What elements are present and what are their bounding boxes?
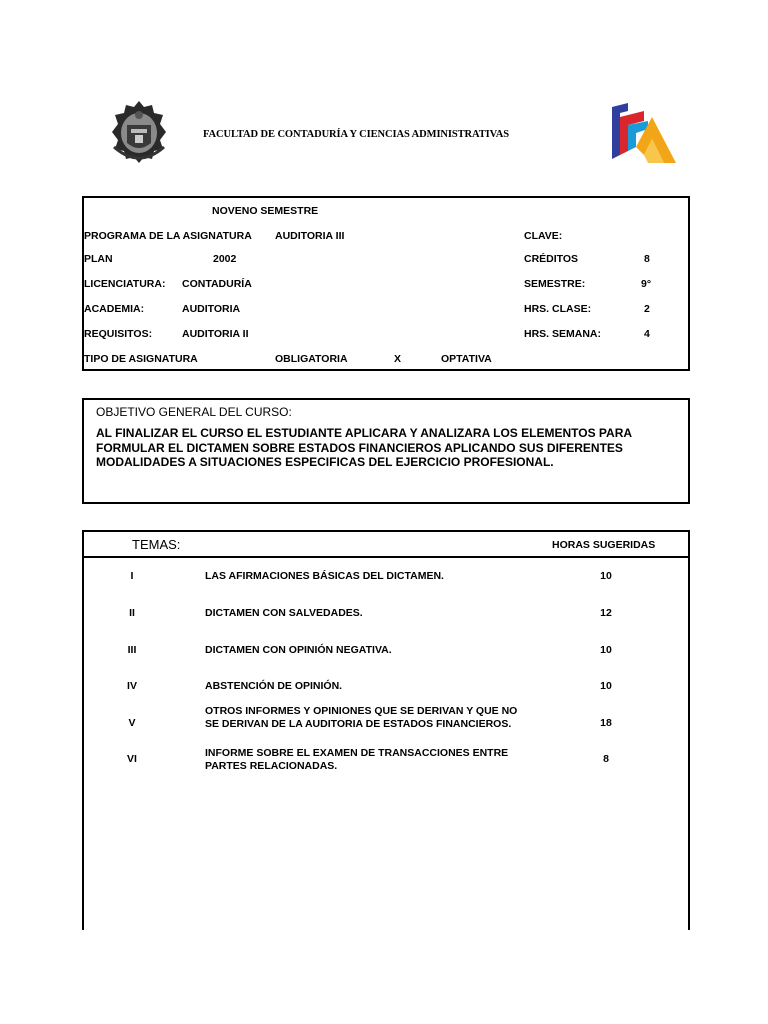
- topics-box: [82, 530, 690, 930]
- plan-label: PLAN: [84, 253, 113, 265]
- topics-title: TEMAS:: [132, 537, 181, 552]
- topic-hours: 8: [603, 753, 609, 765]
- objective-box: [82, 398, 690, 504]
- obligatoria-mark: X: [394, 353, 402, 365]
- topic-hours: 10: [600, 680, 612, 692]
- topic-number: I: [130, 570, 134, 582]
- objective-text: AL FINALIZAR EL CURSO EL ESTUDIANTE APLICARA Y ANALIZARA LOS ELEMENTOS PARA FORMULAR EL DICTAMEN SOBRE ESTADOS FINANCIEROS APLICANDO SUS DIFERENTES MODALIDADES A SITUACIONES ESPECIFICAS DEL EJERCICIO PROFESIONAL.: [96, 426, 632, 469]
- licenciatura-label: LICENCIATURA:: [84, 278, 166, 290]
- hrs-semana-value: 4: [644, 328, 650, 340]
- topic-text: ABSTENCIÓN DE OPINIÓN.: [205, 680, 343, 692]
- plan-value: 2002: [213, 253, 237, 265]
- topic-number: VI: [127, 753, 137, 765]
- topic-number: IV: [127, 680, 137, 692]
- objective-title: OBJETIVO GENERAL DEL CURSO:: [96, 405, 292, 419]
- topic-text: DICTAMEN CON OPINIÓN NEGATIVA.: [205, 644, 392, 656]
- topic-text: OTROS INFORMES Y OPINIONES QUE SE DERIVAN Y QUE NO SE DERIVAN DE LA AUDITORIA DE ESTADOS FINANCIEROS.: [205, 705, 518, 730]
- academia-value: AUDITORIA: [182, 303, 241, 315]
- faculty-name: FACULTAD DE CONTADURÍA Y CIENCIAS ADMINISTRATIVAS: [203, 129, 509, 140]
- topic-hours: 10: [600, 570, 612, 582]
- clave-label: CLAVE:: [524, 230, 563, 242]
- licenciatura-value: CONTADURÍA: [182, 278, 252, 290]
- creditos-value: 8: [644, 253, 650, 265]
- topic-hours: 18: [600, 717, 612, 729]
- topic-number: II: [129, 607, 135, 619]
- hrs-semana-label: HRS. SEMANA:: [524, 328, 602, 340]
- hours-header: HORAS SUGERIDAS: [552, 539, 656, 551]
- hrs-clase-label: HRS. CLASE:: [524, 303, 592, 315]
- requisitos-value: AUDITORIA II: [182, 328, 249, 340]
- topic-text: LAS AFIRMACIONES BÁSICAS DEL DICTAMEN.: [205, 570, 444, 582]
- obligatoria-label: OBLIGATORIA: [275, 353, 348, 365]
- requisitos-label: REQUISITOS:: [84, 328, 153, 340]
- academia-label: ACADEMIA:: [84, 303, 145, 315]
- topic-hours: 10: [600, 644, 612, 656]
- university-seal-icon: [108, 99, 170, 165]
- semestre-value: 9°: [641, 278, 652, 290]
- semestre-label: SEMESTRE:: [524, 278, 586, 290]
- creditos-label: CRÉDITOS: [524, 253, 579, 265]
- topic-text: INFORME SOBRE EL EXAMEN DE TRANSACCIONES ENTRE PARTES RELACIONADAS.: [205, 747, 509, 772]
- fca-logo-icon: [608, 103, 678, 165]
- topic-number: III: [127, 644, 137, 656]
- program-label: PROGRAMA DE LA ASIGNATURA: [84, 230, 252, 242]
- semester-title: NOVENO SEMESTRE: [212, 205, 319, 217]
- topic-hours: 12: [600, 607, 612, 619]
- tipo-label: TIPO DE ASIGNATURA: [84, 353, 198, 365]
- program-value: AUDITORIA III: [275, 230, 345, 242]
- topic-text: DICTAMEN CON SALVEDADES.: [205, 607, 363, 619]
- topic-number: V: [128, 717, 136, 729]
- topics-header-divider: [84, 556, 688, 558]
- hrs-clase-value: 2: [644, 303, 650, 315]
- optativa-label: OPTATIVA: [441, 353, 492, 365]
- course-info-box: [82, 196, 690, 371]
